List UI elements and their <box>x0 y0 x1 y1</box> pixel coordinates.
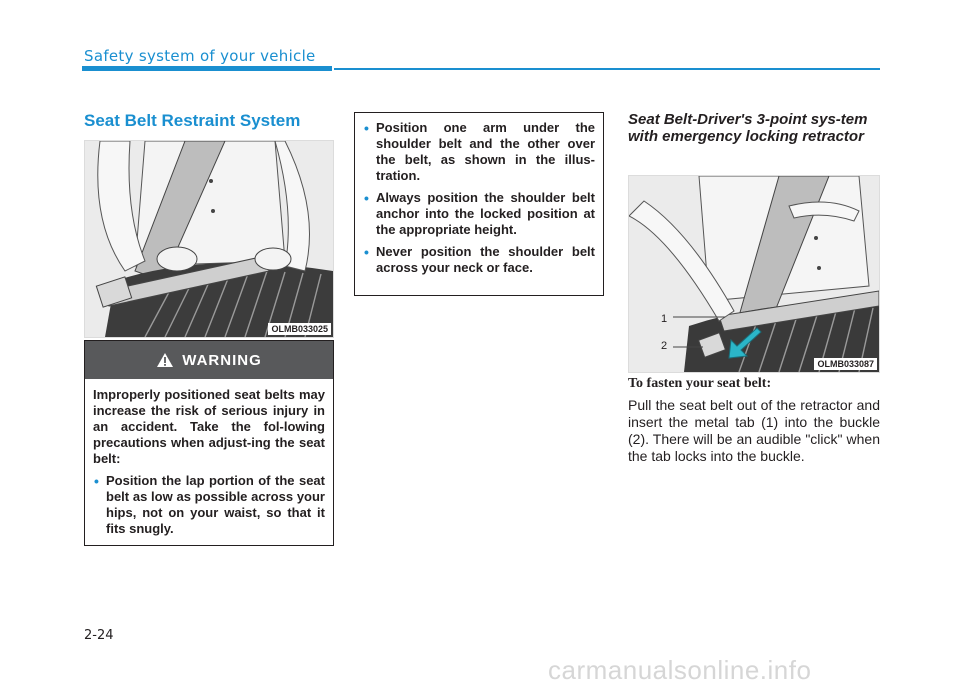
warning-label: WARNING <box>182 351 262 369</box>
warning-bullets <box>93 473 325 537</box>
warning-box <box>84 340 334 546</box>
seatbelt-illustration-1 <box>84 140 334 338</box>
bullet-icon: • <box>364 244 369 260</box>
watermark: carmanualsonline.info <box>548 655 812 685</box>
seated-belt-drawing <box>85 141 333 337</box>
bullet-icon: • <box>364 190 369 206</box>
warning-bullet <box>93 473 325 537</box>
figure-code: OLMB033025 <box>268 323 331 335</box>
precaution-text: Never position the shoulder belt across your neck or face. <box>376 244 595 275</box>
figure-code: OLMB033087 <box>814 358 877 370</box>
instruction-heading: To fasten your seat belt: <box>628 376 772 391</box>
precautions-list <box>363 120 595 276</box>
precaution-text: Position one arm under the shoulder belt and the other over the belt, as shown in the illus-tration. <box>376 120 595 183</box>
section-header: Safety system of your vehicle <box>84 47 316 65</box>
precaution-item <box>363 244 595 276</box>
precautions-box <box>354 112 604 296</box>
callout-2: 2 <box>661 340 668 352</box>
subsection-title: Seat Belt-Driver's 3-point sys-tem with emergency locking retractor <box>628 111 868 145</box>
warning-header <box>85 341 333 379</box>
precaution-item <box>363 120 595 184</box>
instruction-text: Pull the seat belt out of the retractor and insert the metal tab (1) into the buckle (2). There will be an audible "click" when the tab locks into the buckle. <box>628 397 880 464</box>
seatbelt-illustration-2 <box>628 175 880 373</box>
precaution-item <box>363 190 595 238</box>
bullet-icon: • <box>364 120 369 136</box>
callout-1: 1 <box>661 313 668 325</box>
warning-body <box>85 379 333 537</box>
header-rule-thin <box>334 68 880 70</box>
section-title: Seat Belt Restraint System <box>84 111 301 130</box>
bullet-icon: • <box>94 473 99 489</box>
warning-bullet-text: Position the lap portion of the seat belt as low as possible across your hips, not on your waist, so that it fits snugly. <box>106 473 325 536</box>
precaution-text: Always position the shoulder belt anchor into the locked position at the appropriate height. <box>376 190 595 237</box>
warning-triangle-icon <box>156 352 174 368</box>
header-rule-thick <box>82 66 332 71</box>
page-number: 2-24 <box>84 628 114 643</box>
warning-intro: Improperly positioned seat belts may increase the risk of serious injury in an accident. Take the fol-lowing precautions when adjust-ing the seat belt: <box>93 387 325 466</box>
